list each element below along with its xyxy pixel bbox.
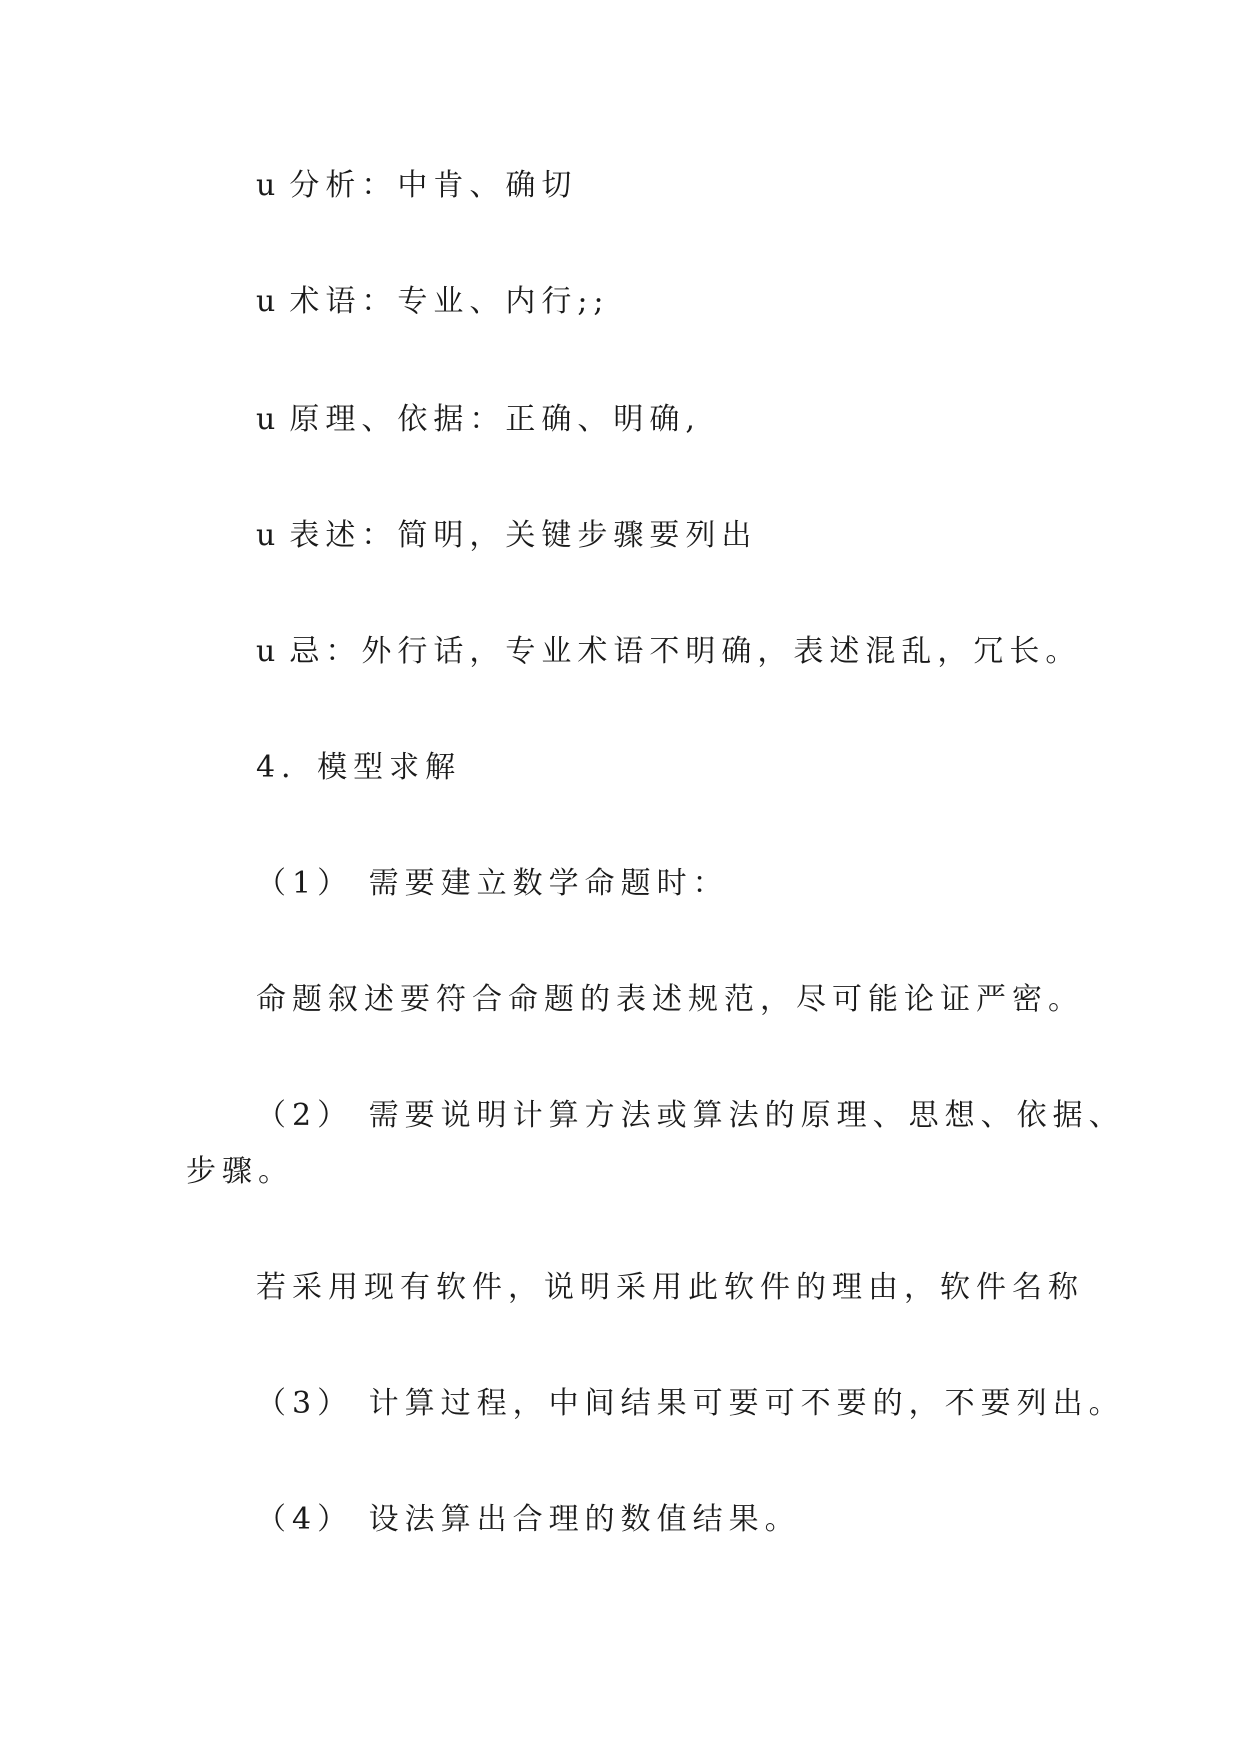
item-4: （4） 设法算出合理的数值结果。 — [256, 1502, 801, 1537]
bullet-marker: u — [256, 402, 276, 437]
bullet-avoid — [256, 632, 1081, 672]
bullet-expression — [256, 516, 757, 556]
bullet-terminology — [256, 282, 610, 322]
bullet-text: 术语：专业、内行;; — [289, 284, 610, 319]
item-2-detail: 若采用现有软件，说明采用此软件的理由，软件名称 — [256, 1270, 1084, 1305]
item-2-line-1: （2） 需要说明计算方法或算法的原理、思想、依据、 — [256, 1098, 1125, 1133]
bullet-text: 表述：简明，关键步骤要列出 — [289, 518, 758, 553]
item-1: （1） 需要建立数学命题时： — [256, 866, 729, 901]
bullet-marker: u — [256, 168, 276, 203]
bullet-marker: u — [256, 284, 276, 319]
bullet-principle — [256, 400, 701, 440]
bullet-text: 分析：中肯、确切 — [289, 168, 578, 203]
bullet-analysis — [256, 166, 577, 206]
bullet-text: 忌：外行话，专业术语不明确，表述混乱，冗长。 — [289, 634, 1082, 669]
item-2-line-2: 步骤。 — [186, 1154, 294, 1189]
section-heading: 4．模型求解 — [256, 750, 462, 785]
bullet-text: 原理、依据：正确、明确, — [289, 402, 701, 437]
bullet-marker: u — [256, 634, 276, 669]
item-1-detail: 命题叙述要符合命题的表述规范，尽可能论证严密。 — [256, 982, 1084, 1017]
bullet-marker: u — [256, 518, 276, 553]
item-3: （3） 计算过程，中间结果可要可不要的，不要列出。 — [256, 1386, 1125, 1421]
